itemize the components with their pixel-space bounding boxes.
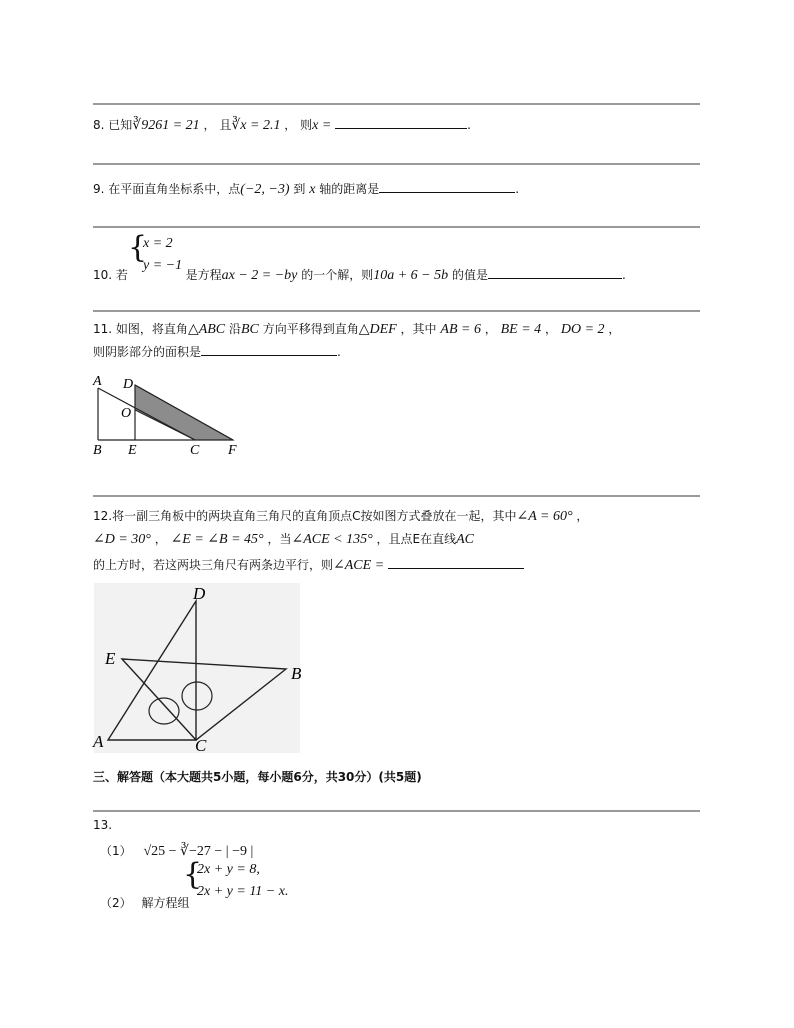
label-E: E — [105, 649, 116, 668]
section-heading: 三、解答题（本大题共5小题，每小题6分，共30分）(共5题) — [93, 770, 422, 784]
separator-rule — [93, 310, 700, 312]
math-expression: ∛9261 = 21 — [132, 118, 200, 133]
label-E: E — [128, 443, 137, 458]
question-text: 若 — [115, 268, 128, 282]
question-number: 11. — [93, 322, 113, 336]
question-text: 是方程 — [185, 268, 222, 282]
answer-blank[interactable] — [379, 182, 515, 193]
label-O: O — [121, 406, 132, 421]
question-number: 10. — [93, 268, 113, 282]
question-text: 的一个解，则 — [301, 268, 374, 282]
punctuation: ， — [576, 509, 589, 523]
question-10-line — [93, 266, 626, 284]
label-F: F — [228, 443, 237, 458]
question-text: 的上方时，若这两块三角尺有两条边平行，则 — [93, 558, 334, 572]
question-text: 如图，将直角 — [115, 322, 188, 336]
math-expression: BC — [241, 322, 259, 337]
punctuation: . — [467, 118, 471, 132]
punctuation: ， — [484, 322, 497, 336]
question-text: 沿 — [228, 322, 241, 336]
part-label: （2） — [100, 896, 132, 910]
system-equation: x = 2 — [143, 236, 173, 251]
question-text: 将一副三角板中的两块直角三角尺的直角顶点C按如图方式叠放在一起，其中 — [112, 509, 517, 523]
label-D: D — [123, 377, 134, 392]
label-B: B — [93, 443, 102, 458]
math-expression: ∠D = 30° — [93, 532, 151, 547]
punctuation: . — [337, 345, 341, 359]
question-text: ，其中 — [400, 322, 437, 336]
translation-figure — [88, 370, 248, 460]
question-text: 在平面直角坐标系中，点 — [108, 182, 241, 196]
math-expression: x = — [312, 118, 332, 133]
system-equation: y = −1 — [143, 258, 183, 273]
system-equation: 2x + y = 8, — [197, 862, 260, 877]
question-text: ，且点E在直线 — [376, 532, 457, 546]
question-text: 已知 — [108, 118, 133, 132]
brace-symbol: { — [128, 230, 148, 265]
math-expression: △DEF — [358, 322, 397, 337]
separator-rule — [93, 103, 700, 105]
label-A: A — [93, 732, 104, 751]
math-expression: DO = 2 — [560, 322, 605, 337]
label-B: B — [291, 664, 302, 683]
answer-blank[interactable] — [488, 268, 622, 279]
question-number: 8. — [93, 118, 105, 132]
math-expression: AC — [456, 532, 474, 547]
brace-symbol: { — [183, 857, 203, 892]
math-expression: 10a + 6 − 5b — [373, 268, 449, 283]
question-text: 的值是 — [451, 268, 488, 282]
punctuation: ， — [203, 118, 216, 132]
question-text: 到 — [293, 182, 306, 196]
question-number: 12. — [93, 509, 113, 523]
separator-rule — [93, 810, 700, 812]
math-expression: (−2, −3) — [240, 182, 290, 197]
question-12-line3 — [93, 556, 524, 574]
question-text: 则阴影部分的面积是 — [93, 345, 202, 359]
question-text: 则 — [300, 118, 313, 132]
question-text: 且 — [219, 118, 232, 132]
question-12-line2 — [93, 530, 474, 548]
question-9 — [93, 180, 519, 198]
question-number: 13. — [93, 818, 113, 832]
triangle-rulers-figure — [88, 583, 318, 758]
math-expression: ax − 2 = −by — [221, 268, 298, 283]
question-text: 方向平移得到直角 — [262, 322, 359, 336]
answer-blank[interactable] — [335, 118, 467, 129]
math-expression: ∛x = 2.1 — [231, 118, 281, 133]
separator-rule — [93, 226, 700, 228]
part-label: （1） — [100, 844, 132, 858]
label-D: D — [193, 584, 206, 603]
math-expression: ∠A = 60° — [516, 509, 573, 524]
question-text: 解方程组 — [141, 896, 190, 910]
system-equation: 2x + y = 11 − x. — [197, 884, 289, 899]
punctuation: . — [621, 268, 626, 282]
punctuation: ， — [154, 532, 167, 546]
punctuation: ， — [545, 322, 558, 336]
question-11-line2 — [93, 343, 341, 360]
label-C: C — [190, 443, 200, 458]
question-text: 轴的距离是 — [319, 182, 380, 196]
math-expression: ∠ACE < 135° — [291, 532, 373, 547]
question-12-line1 — [93, 507, 588, 525]
question-text: ，当 — [267, 532, 292, 546]
label-A: A — [93, 374, 102, 389]
punctuation: ， — [284, 118, 297, 132]
math-expression: AB = 6 — [440, 322, 481, 337]
math-expression: x — [309, 182, 316, 197]
question-11-line1 — [93, 320, 620, 338]
math-expression: √25 − ∛−27 − | −9 | — [143, 844, 254, 859]
separator-rule — [93, 163, 700, 165]
separator-rule — [93, 495, 700, 497]
answer-blank[interactable] — [388, 558, 524, 569]
question-13-part1 — [100, 842, 253, 860]
math-expression: ∠ACE = — [333, 558, 385, 573]
question-13-part2 — [100, 894, 189, 911]
punctuation: ， — [608, 322, 621, 336]
question-number: 9. — [93, 182, 105, 196]
math-expression: BE = 4 — [500, 322, 542, 337]
label-C: C — [195, 736, 207, 755]
math-expression: △ABC — [187, 322, 226, 337]
math-expression: ∠E = ∠B = 45° — [170, 532, 264, 547]
question-8 — [93, 116, 471, 134]
answer-blank[interactable] — [201, 345, 337, 356]
punctuation: . — [515, 182, 520, 196]
